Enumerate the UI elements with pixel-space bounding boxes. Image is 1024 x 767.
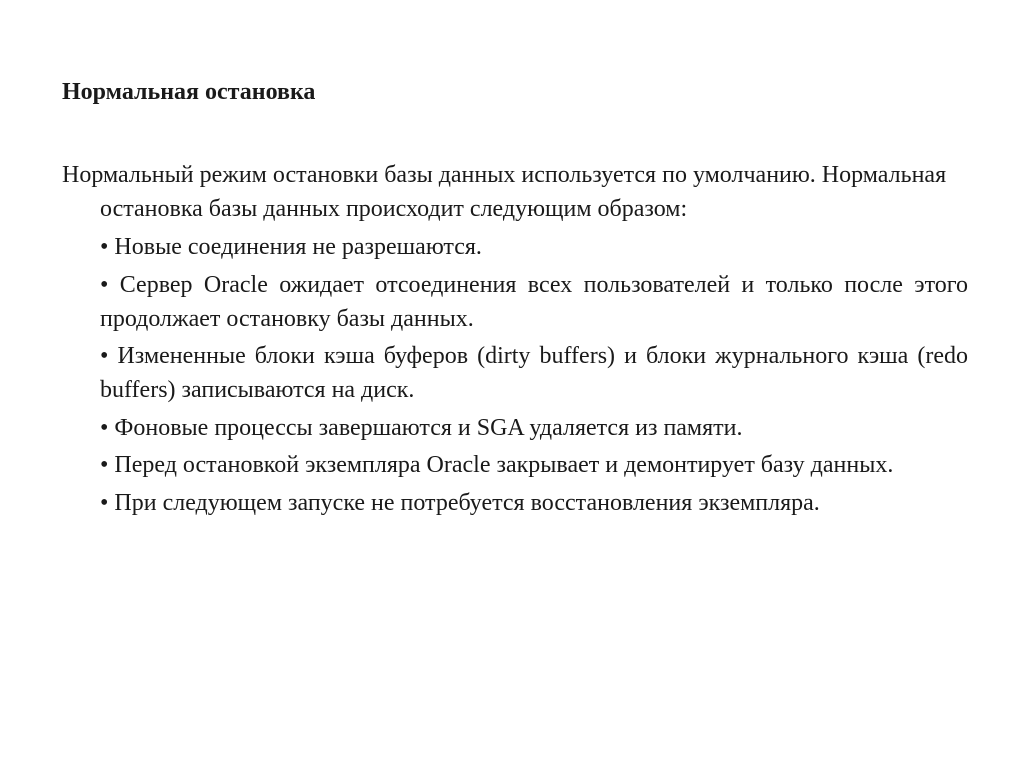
intro-paragraph: Нормальный режим остановки базы данных используется по умолчанию. Нормальная остановка базы данных происходит следующим образом:: [62, 162, 947, 222]
bullet-list: [62, 230, 968, 520]
bullet-item-dirty-buffers: • Измененные блоки кэша буферов (dirty buffers) и блоки журнального кэша (redo buffers) записываются на диск.: [100, 343, 968, 403]
bullet-item-new-connections: • Новые соединения не разрешаются.: [100, 234, 482, 260]
slide-title: Нормальная остановка: [62, 79, 316, 105]
bullet-item-background-processes: • Фоновые процессы завершаются и SGA удаляется из памяти.: [100, 414, 743, 441]
bullet-item-server-waits: • Сервер Oracle ожидает отсоединения всех пользователей и только после этого продолжает остановку базы данных.: [100, 271, 968, 332]
bullet-item-close-dismount: • Перед остановкой экземпляра Oracle закрывает и демонтирует базу данных.: [100, 452, 894, 478]
slide-body: [62, 158, 968, 523]
bullet-item-no-recovery: • При следующем запуске не потребуется восстановления экземпляра.: [100, 489, 820, 516]
